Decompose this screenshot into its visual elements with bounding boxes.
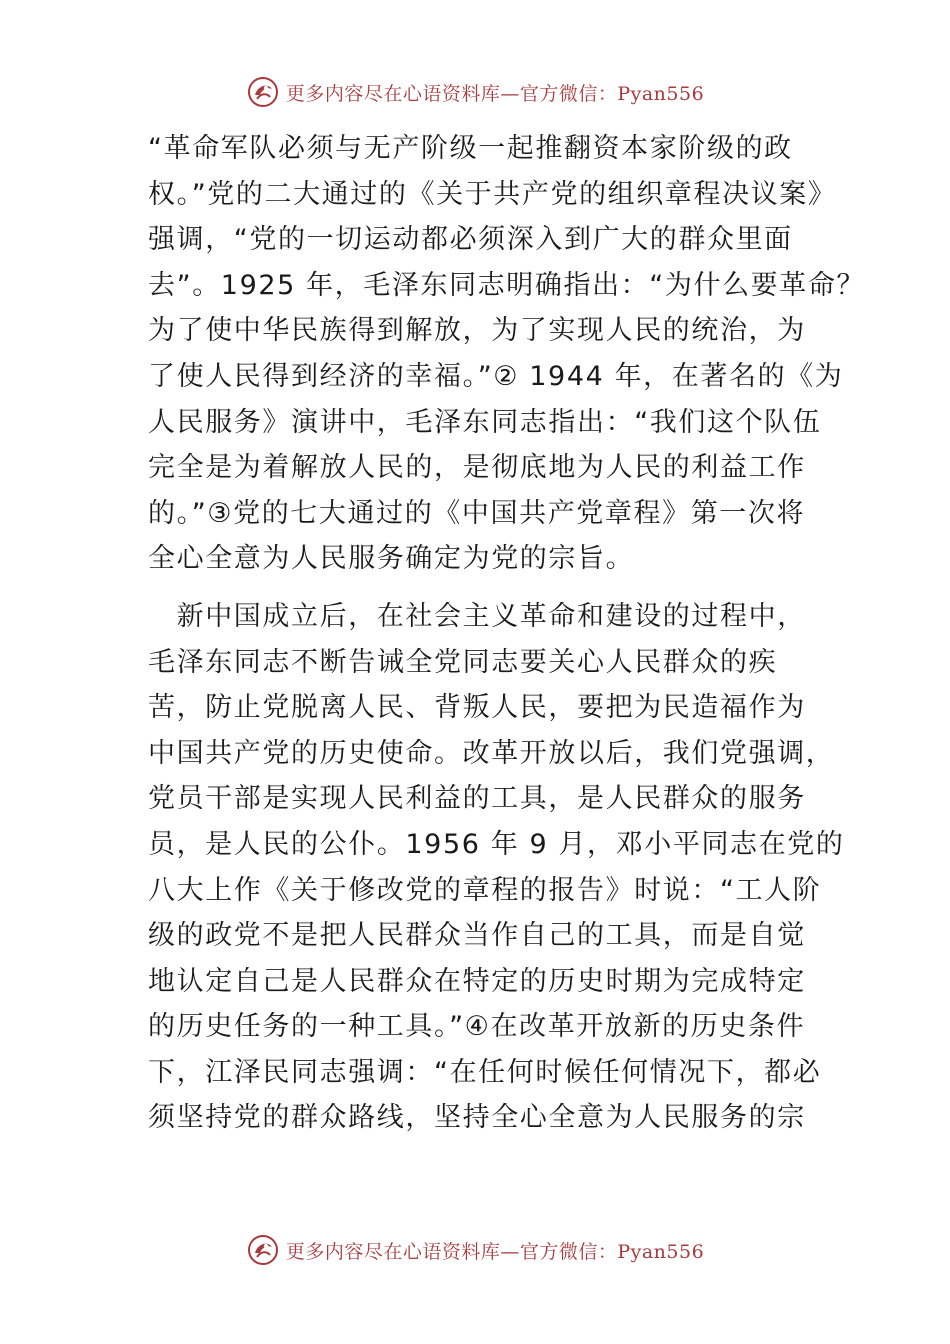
text-line: 强调，“党的一切运动都必须深入到广大的群众里面 (148, 224, 793, 256)
text-line: 党员干部是实现人民利益的工具，是人民群众的服务 (148, 783, 806, 815)
text-line: 人民服务》演讲中，毛泽东同志指出：“我们这个队伍 (148, 406, 822, 438)
text-line: 地认定自己是人民群众在特定的历史时期为完成特定 (148, 965, 806, 997)
text-line: 八大上作《关于修改党的章程的报告》时说：“工人阶 (148, 874, 822, 906)
lotus-swirl-logo-icon (246, 75, 280, 109)
footer-banner-text: 更多内容尽在心语资料库—官方微信：Pyan556 (285, 1240, 705, 1263)
lotus-swirl-logo-icon (246, 1233, 280, 1267)
text-line: 中国共产党的历史使命。改革开放以后，我们党强调， (148, 737, 835, 769)
page-footer (0, 1228, 950, 1272)
header-banner-text: 更多内容尽在心语资料库—官方微信：Pyan556 (285, 82, 705, 105)
text-line: “革命军队必须与无产阶级一起推翻资本家阶级的政 (148, 133, 793, 164)
header-banner (246, 75, 704, 109)
text-line: 为了使中华民族得到解放，为了实现人民的统治，为 (148, 315, 806, 347)
text-line: 级的政党不是把人民群众当作自己的工具，而是自觉 (148, 920, 806, 952)
text-line: 毛泽东同志不断告诫全党同志要关心人民群众的疾 (148, 646, 778, 678)
text-line: 员，是人民的公仆。1956 年 9 月，邓小平同志在党的 (148, 828, 845, 860)
text-line: 的历史任务的一种工具。”④在改革开放新的历史条件 (148, 1011, 806, 1043)
text-line: 全心全意为人民服务确定为党的宗旨。 (148, 543, 635, 575)
page-header (0, 70, 950, 114)
text-line: 须坚持党的群众路线，坚持全心全意为人民服务的宗 (148, 1102, 806, 1134)
text-line: 完全是为着解放人民的，是彻底地为人民的利益工作 (148, 452, 806, 484)
text-line: 新中国成立后，在社会主义革命和建设的过程中， (148, 600, 806, 632)
text-line: 去”。1925 年，毛泽东同志明确指出：“为什么要革命？ (148, 269, 866, 301)
footer-banner (246, 1233, 704, 1267)
paragraph-2 (148, 594, 845, 1141)
text-line: 下，江泽民同志强调：“在任何时候任何情况下，都必 (148, 1056, 822, 1088)
text-line: 权。”党的二大通过的《关于共产党的组织章程决议案》 (148, 178, 837, 210)
text-line: 苦，防止党脱离人民、背叛人民，要把为民造福作为 (148, 692, 806, 724)
text-line: 的。”③党的七大通过的《中国共产党章程》第一次将 (148, 497, 806, 529)
document-body (148, 126, 866, 1141)
paragraph-1 (148, 126, 866, 582)
text-line: 了使人民得到经济的幸福。”② 1944 年，在著名的《为 (148, 360, 844, 392)
